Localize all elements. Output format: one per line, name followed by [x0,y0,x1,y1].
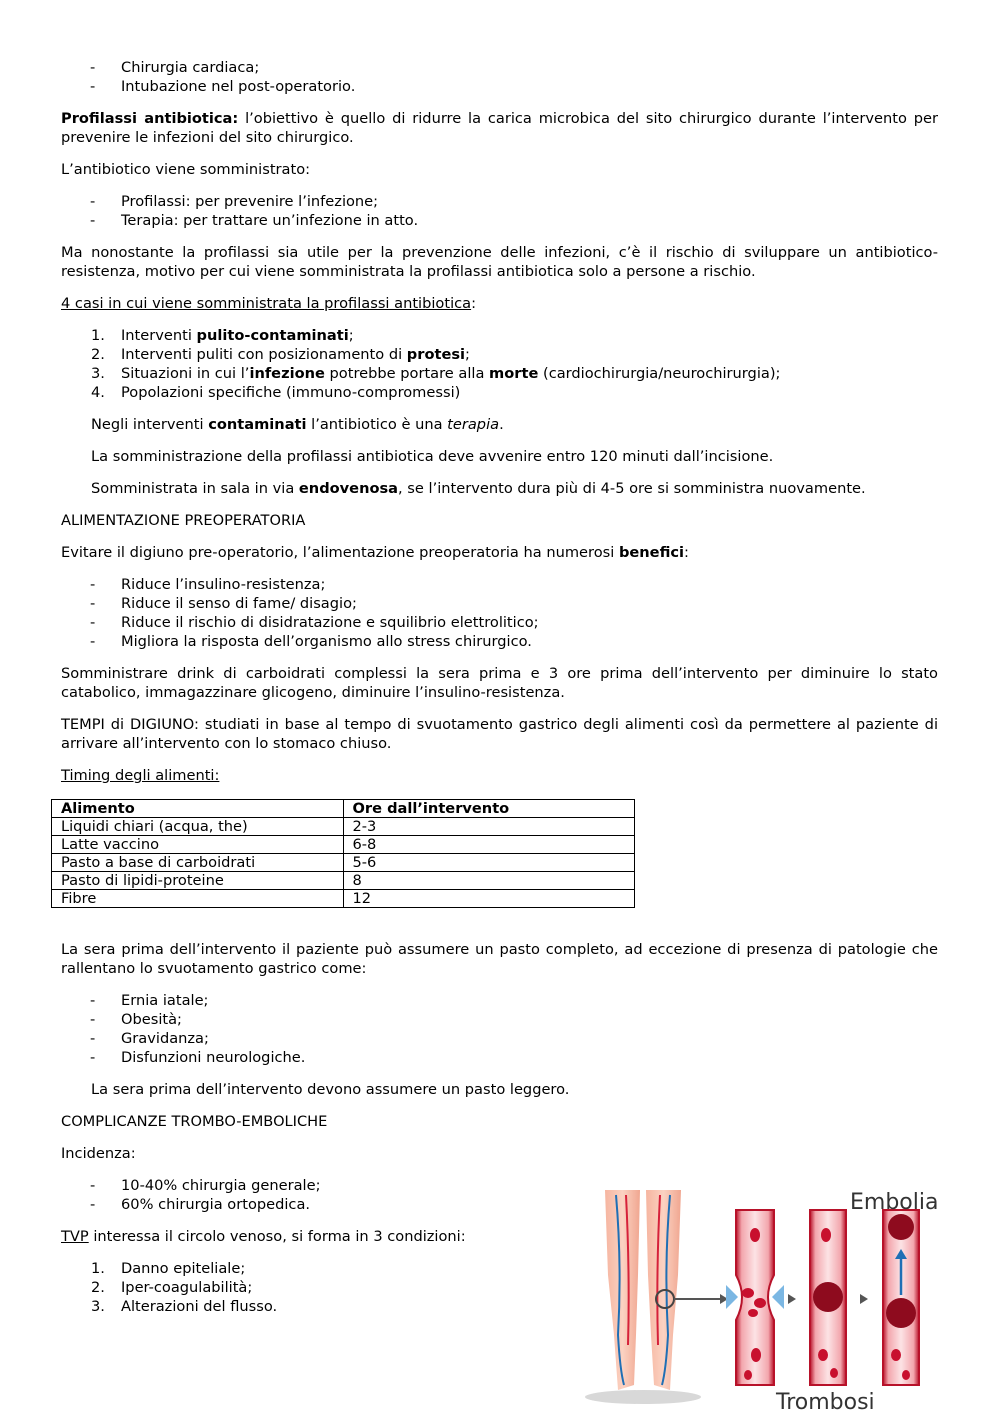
incidenza-label: Incidenza: [61,1145,136,1162]
table-cell: 5-6 [343,854,635,872]
list-item: - Riduce il senso di fame/ disagio; [61,594,938,613]
list-item: - Riduce il rischio di disidratazione e squilibrio elettrolitico; [61,613,938,632]
timing-table [51,799,635,908]
list-item: - Obesità; [61,1010,938,1029]
list-item: 1. Danno epiteliale; [91,1260,246,1277]
somministrazione-paragraph: La somministrazione della profilassi antibiotica deve avvenire entro 120 minuti dall’incisione. [91,448,774,465]
list-item: - Disfunzioni neurologiche. [61,1048,938,1067]
intro-list [61,58,938,96]
list-item: - 60% chirurgia ortopedica. [61,1195,938,1214]
list-item: - Gravidanza; [61,1029,938,1048]
antibiotico-list [61,192,938,230]
list-item: 2. Iper-coagulabilità; [91,1279,253,1296]
antibiotico-intro: L’antibiotico viene somministrato: [61,161,311,178]
table-cell: Liquidi chiari (acqua, the) [52,818,344,836]
table-row [52,818,635,836]
contaminati-paragraph: Negli interventi contaminati l’antibiotico è una terapia. [91,416,504,433]
document-page [61,58,938,1329]
thrombosis-embolism-illustration [578,1185,953,1410]
table-cell: 8 [343,872,635,890]
resistenza-paragraph: Ma nonostante la profilassi sia utile per la prevenzione delle infezioni, c’è il rischio di sviluppare un antibiotico-resistenza, motivo per cui viene somministrata la profilassi antibiotica solo a persone a rischio. [61,244,938,280]
benefici-list [61,575,938,651]
table-row [52,872,635,890]
list-item: 1. Interventi pulito-contaminati; [91,327,354,344]
trombosi-label: Trombosi [776,1390,875,1410]
table-cell: Pasto a base di carboidrati [52,854,344,872]
list-item: - 10-40% chirurgia generale; [61,1176,938,1195]
casi-list [61,326,938,402]
pasto-leggero-paragraph: La sera prima dell’intervento devono assumere un pasto leggero. [91,1081,570,1098]
profilassi-title: Profilassi antibiotica: [61,110,239,127]
table-cell: 6-8 [343,836,635,854]
profilassi-paragraph: Profilassi antibiotica: l’obiettivo è quello di ridurre la carica microbica del sito chirurgico durante l’intervento per prevenire le infezioni del sito chirurgico. [61,110,938,146]
list-item: 4. Popolazioni specifiche (immuno-compromessi) [91,384,461,401]
table-cell: Fibre [52,890,344,908]
list-item: - Riduce l’insulino-resistenza; [61,575,938,594]
table-row [52,854,635,872]
timing-heading: Timing degli alimenti: [61,767,220,784]
list-item: - Ernia iatale; [61,991,938,1010]
table-header-cell: Ore dall’intervento [343,800,635,818]
list-item: - Profilassi: per prevenire l’infezione; [61,192,938,211]
patologie-list [61,991,938,1067]
table-cell: 2-3 [343,818,635,836]
list-item: 2. Interventi puliti con posizionamento di protesi; [91,346,470,363]
list-item: - Chirurgia cardiaca; [61,58,938,77]
table-header-cell: Alimento [52,800,344,818]
list-item: - Terapia: per trattare un’infezione in atto. [61,211,938,230]
casi-heading: 4 casi in cui viene somministrata la profilassi antibiotica: [61,295,477,312]
complicanze-heading: COMPLICANZE TROMBO-EMBOLICHE [61,1113,328,1130]
table-cell: Pasto di lipidi-proteine [52,872,344,890]
sera-paragraph: La sera prima dell’intervento il paziente può assumere un pasto completo, ad eccezione di presenza di patologie che rallentano lo svuotamento gastrico come: [61,941,938,977]
table-header-row [52,800,635,818]
table-cell: 12 [343,890,635,908]
list-item: 3. Situazioni in cui l’infezione potrebbe portare alla morte (cardiochirurgia/neurochirurgia); [91,365,781,382]
embolia-label: Embolia [850,1190,939,1215]
list-item: - Intubazione nel post-operatorio. [61,77,938,96]
drink-paragraph: Somministrare drink di carboidrati complessi la sera prima e 3 ore prima dell’intervento per diminuire lo stato catabolico, immagazzinare glicogeno, diminuire l’insulino-resistenza. [61,665,938,701]
table-cell: Latte vaccino [52,836,344,854]
alimentazione-heading: ALIMENTAZIONE PREOPERATORIA [61,512,306,529]
list-item: - Migliora la risposta dell’organismo allo stress chirurgico. [61,632,938,651]
digiuno-paragraph: TEMPI di DIGIUNO: studiati in base al tempo di svuotamento gastrico degli alimenti così da permettere al paziente di arrivare all’intervento con lo stomaco chiuso. [61,716,938,752]
tvp-paragraph: TVP interessa il circolo venoso, si forma in 3 condizioni: [61,1228,466,1245]
table-row [52,890,635,908]
table-row [52,836,635,854]
illustration-svg [578,1185,953,1410]
benefici-paragraph: Evitare il digiuno pre-operatorio, l’alimentazione preoperatoria ha numerosi benefici: [61,544,689,561]
endovenosa-paragraph: Somministrata in sala in via endovenosa, se l’intervento dura più di 4-5 ore si somministra nuovamente. [91,480,866,497]
list-item: 3. Alterazioni del flusso. [91,1298,278,1315]
